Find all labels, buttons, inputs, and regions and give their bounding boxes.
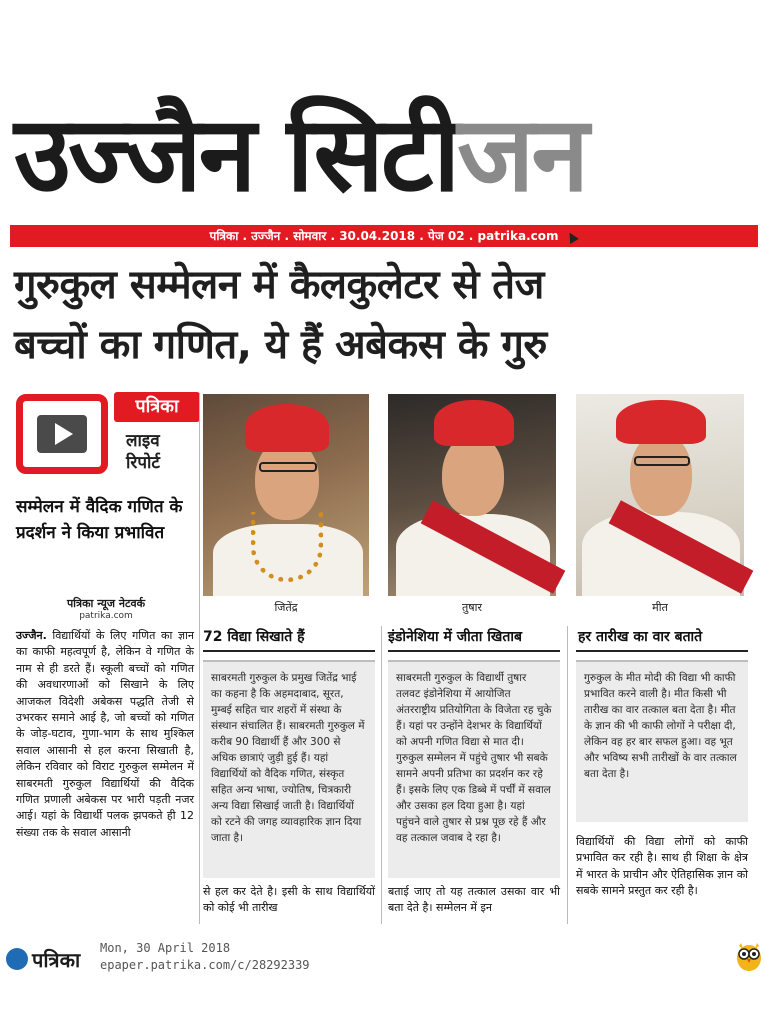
footer-logo[interactable]: [6, 944, 98, 974]
column-heading-rule: [576, 650, 748, 652]
masthead-title-main: उज्जैन सिटी: [14, 93, 458, 215]
live-report-label: [126, 430, 160, 474]
byline: [16, 596, 196, 621]
column-heading-rule: [388, 650, 560, 652]
column-continued-text: विद्यार्थियों की विद्या लोगों को काफी प्रभावित कर रही है। साथ ही शिक्षा के क्षेत्र में भारत के प्राचीन और ऐतिहासिक ज्ञान को सबके सामने प्रस्तुत कर रही है।: [576, 835, 748, 898]
story-body: विद्यार्थियों के लिए गणित का ज्ञान का काफी महत्वपूर्ण है, लेकिन वे गणित के नाम से ही डरते हैं। स्कूली बच्चों को गणित की अवधारणाओं को सिखाने के लिए आजकल विदेशी अबेकस पद्धति तेजी से उभरकर समाने आई है, जो बच्चों को गणित के जोड़-घटाव, गुणा-भाग के साथ मुश्किल सवाल आसानी से हल करना सिखाती है, लेकिन रविवार को विराट गुरुकुल सम्मेलन में साबरमती गुरुकुल विद्यार्थियों की वैदिक गणित प्रणाली अबेकस पर भारी पड़ती नजर आई। यहां के विद्यार्थी पलक झपकते ही 12 संख्या तक के सवाल आसानी: [16, 629, 194, 839]
live-label-line-1: लाइव: [126, 431, 160, 451]
footer-date: Mon, 30 April 2018: [100, 941, 231, 955]
play-icon: [55, 423, 73, 445]
masthead-title-accent: जन: [457, 93, 587, 215]
photo-caption: तुषार: [462, 601, 482, 614]
column-box: गुरुकुल के मीत मोदी की विद्या भी काफी प्रभावित करने वाली है। मीत किसी भी तारीख का वार तत्काल बता देता है। मीत के ज्ञान की भी काफी लोगों ने परीक्षा दी, लेकिन वह हर बार सफल हुआ। वह भूत और भविष्य सभी तारीखों के वार तत्काल बता देता है।: [576, 660, 748, 822]
column-continued-text: से हल कर देते है। इसी के साथ विद्यार्थियों को कोई भी तारीख: [203, 885, 375, 915]
headline-line-1: गुरुकुल सम्मेलन में कैलकुलेटर से तेज: [14, 262, 544, 308]
globe-icon: [6, 948, 28, 970]
live-report-brand: पत्रिका: [114, 392, 200, 422]
live-label-line-2: रिपोर्ट: [126, 453, 160, 473]
column-heading: इंडोनेशिया में जीता खिताब: [388, 629, 522, 645]
main-headline: [14, 255, 754, 375]
story-dateline: उज्जैन.: [16, 629, 47, 642]
column-divider: [381, 626, 382, 924]
video-play-icon[interactable]: [16, 394, 108, 474]
epaper-footer: [0, 940, 765, 980]
photo-tushar: [388, 394, 556, 596]
photo-caption: जितेंद्र: [274, 601, 298, 614]
column-divider: [567, 626, 568, 924]
photo-caption: मीत: [652, 601, 668, 614]
byline-site: patrika.com: [79, 611, 133, 621]
column-divider: [199, 394, 200, 924]
column-continued-text: बताई जाए तो यह तत्काल उसका वार भी बता देते है। सम्मेलन में इन: [388, 885, 560, 915]
headline-line-2: बच्चों का गणित, ये हैं अबेकस के गुरु: [14, 322, 547, 368]
main-story-text: [16, 628, 194, 841]
footer-brand: पत्रिका: [32, 948, 81, 972]
live-report-badge[interactable]: [14, 392, 194, 484]
column-heading-rule: [203, 650, 375, 652]
byline-name: पत्रिका न्यूज नेटवर्क: [66, 597, 146, 610]
story-subheading: सम्मेलन में वैदिक गणित के प्रदर्शन ने किया प्रभावित: [16, 497, 183, 543]
masthead-title: [14, 86, 586, 222]
edition-strip: पत्रिका . उज्जैन . सोमवार . 30.04.2018 . पेज 02 . patrika.com: [10, 225, 758, 247]
column-heading: हर तारीख का वार बताते: [578, 629, 703, 645]
masthead: [0, 86, 765, 222]
footer-url[interactable]: epaper.patrika.com/c/28292339: [100, 958, 310, 972]
column-box: साबरमती गुरुकुल के विद्यार्थी तुषार तलवट इंडोनेशिया में आयोजित अंतरराष्ट्रीय प्रतियोगिता के विजेता रह चुके हैं। यहां पर उन्होंने देशभर के विद्यार्थियों को अपनी गणित विद्या से मात दी। गुरुकुल सम्मेलन में पहुंचे तुषार भी सबके सामने अपनी प्रतिभा का प्रदर्शन कर रहे हैं। इसके लिए एक डिब्बे में पर्चीं में सवाल और उसका हल दिया हुआ है। यहां पहुंचने वाले तुषार से प्रश्न पूछ रहे हैं और वह तत्काल जवाब दे रहा है।: [388, 660, 560, 878]
column-heading: 72 विद्या सिखाते हैं: [203, 629, 305, 645]
column-box: साबरमती गुरुकुल के प्रमुख जितेंद्र भाई का कहना है कि अहमदाबाद, सूरत, मुम्बई सहित चार शहरों में संस्था के संस्थान संचालित हैं। साबरमती गुरुकुल में करीब 90 विद्यार्थी हैं और 300 से अधिक छात्राएं जुड़ी हुई हैं। यहां विद्यार्थियों को वैदिक गणित, संस्कृत सहित अन्य भाषा, ज्योतिष, चित्रकारी अन्य विद्या सिखाई जाती है। विद्यार्थियों को रटने की जगह व्यावहारिक ज्ञान दिया जाता है।: [203, 660, 375, 878]
photo-jitendra: [203, 394, 369, 596]
photo-meet: [576, 394, 744, 596]
owl-icon: [736, 940, 762, 972]
